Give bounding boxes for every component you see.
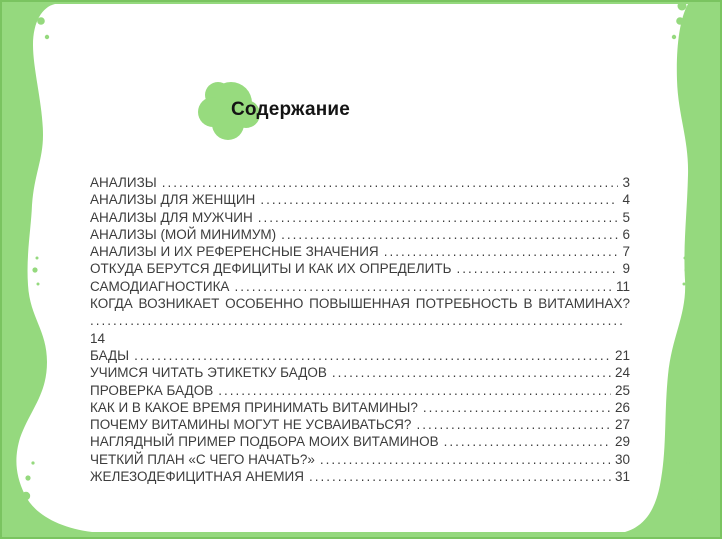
toc-entry (90, 226, 630, 243)
toc-dot-leader (320, 451, 611, 468)
toc-list (90, 174, 630, 485)
toc-entry (90, 295, 630, 347)
toc-dot-leader (162, 174, 619, 191)
toc-entry (90, 468, 630, 485)
toc-dot-leader (332, 364, 611, 381)
toc-dot-leader (281, 226, 618, 243)
toc-entry-page: 5 (622, 209, 630, 225)
toc-entry-page: 21 (614, 347, 630, 363)
page-title: Содержание (231, 99, 351, 120)
toc-entry-page: 25 (614, 382, 630, 398)
toc-dot-leader (258, 209, 619, 226)
toc-entry-page: 27 (614, 417, 630, 433)
toc-entry (90, 416, 630, 433)
toc-dot-leader (384, 243, 619, 260)
toc-entry-page: 24 (614, 365, 630, 381)
toc-entry (90, 399, 630, 416)
toc-entry-label: АНАЛИЗЫ И ИХ РЕФЕРЕНСНЫЕ ЗНАЧЕНИЯ (90, 244, 379, 260)
toc-entry (90, 174, 630, 191)
toc-entry-label: АНАЛИЗЫ ДЛЯ МУЖЧИН (90, 209, 253, 225)
toc-entry-label: ЖЕЛЕЗОДЕФИЦИТНАЯ АНЕМИЯ (90, 469, 305, 485)
toc-entry (90, 209, 630, 226)
toc-entry (90, 191, 630, 208)
toc-entry (90, 260, 630, 277)
toc-entry-label: ОТКУДА БЕРУТСЯ ДЕФИЦИТЫ И КАК ИХ ОПРЕДЕЛИТЬ (90, 261, 452, 277)
toc-entry-label: ПРОВЕРКА БАДОВ (90, 382, 214, 398)
toc-entry-label: НАГЛЯДНЫЙ ПРИМЕР ПОДБОРА МОИХ ВИТАМИНОВ (90, 434, 439, 450)
toc-entry (90, 243, 630, 260)
toc-entry (90, 433, 630, 450)
toc-dot-leader (444, 433, 611, 450)
toc-dot-leader (134, 347, 611, 364)
toc-entry-page: 30 (614, 451, 630, 467)
toc-entry-page: 7 (622, 244, 630, 260)
toc-dot-leader (218, 382, 611, 399)
toc-dot-leader (423, 399, 611, 416)
toc-entry-label: АНАЛИЗЫ (90, 175, 157, 190)
toc-entry-label: САМОДИАГНОСТИКА (90, 278, 230, 294)
toc-entry-page: 26 (614, 399, 630, 415)
toc-entry-label: УЧИМСЯ ЧИТАТЬ ЭТИКЕТКУ БАДОВ (90, 365, 327, 381)
toc-entry (90, 451, 630, 468)
toc-entry (90, 364, 630, 381)
toc-entry-page: 6 (622, 226, 630, 242)
toc-entry (90, 382, 630, 399)
toc-entry-label: КАК И В КАКОЕ ВРЕМЯ ПРИНИМАТЬ ВИТАМИНЫ? (90, 399, 418, 415)
toc-entry-page: 9 (622, 261, 630, 277)
toc-entry-page: 3 (622, 175, 630, 190)
toc-entry-label: ПОЧЕМУ ВИТАМИНЫ МОГУТ НЕ УСВАИВАТЬСЯ? (90, 417, 412, 433)
toc-entry-label: БАДЫ (90, 347, 130, 363)
toc-dot-leader (234, 278, 612, 295)
toc-dot-leader (90, 312, 626, 329)
toc-entry-page: 29 (614, 434, 630, 450)
toc-entry (90, 347, 630, 364)
toc-entry-label: ЧЕТКИЙ ПЛАН «С ЧЕГО НАЧАТЬ?» (90, 451, 315, 467)
toc-dot-leader (416, 416, 611, 433)
toc-entry (90, 278, 630, 295)
toc-dot-leader (260, 191, 618, 208)
toc-entry-label: АНАЛИЗЫ ДЛЯ ЖЕНЩИН (90, 192, 256, 208)
toc-entry-page: 4 (622, 192, 630, 208)
toc-entry-label: КОГДА ВОЗНИКАЕТ ОСОБЕННО ПОВЫШЕННАЯ ПОТРЕБНОСТЬ В ВИТАМИНАХ? (90, 296, 630, 312)
toc-dot-leader (309, 468, 611, 485)
toc-entry-page: 14 (90, 330, 106, 346)
toc-entry-page: 31 (614, 469, 630, 485)
toc-dot-leader (456, 260, 618, 277)
toc-entry-label: АНАЛИЗЫ (МОЙ МИНИМУМ) (90, 226, 277, 242)
toc-entry-page: 11 (615, 278, 630, 294)
